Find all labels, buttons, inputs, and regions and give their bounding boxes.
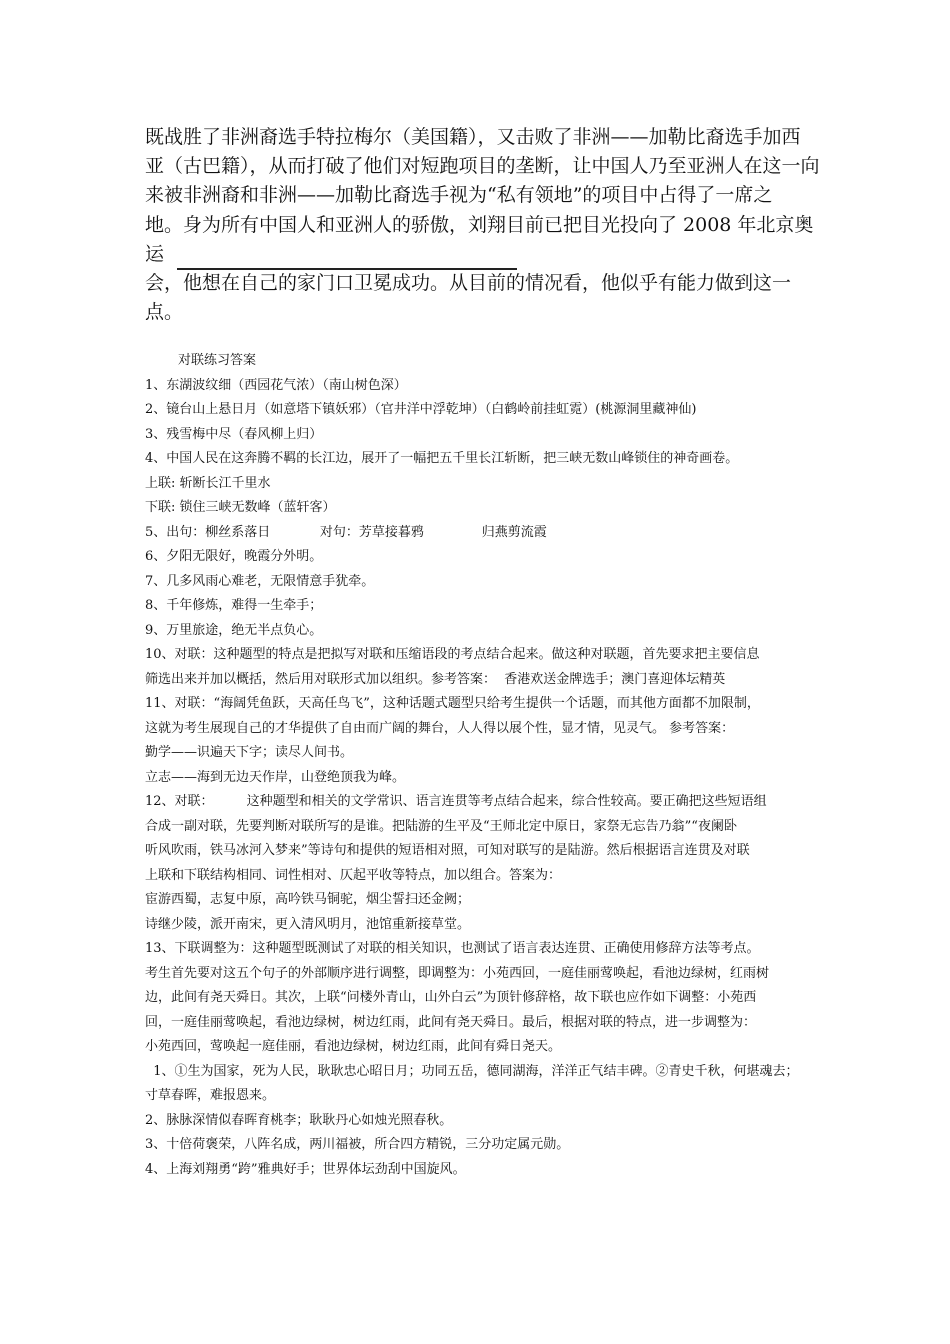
answer-line: 筛选出来并加以概括，然后用对联形式加以组织。参考答案： 香港欢送金牌选手；澳门喜迎体坛精英	[145, 671, 726, 687]
horizontal-divider	[177, 268, 517, 270]
answer-line: 7、几多风雨心难老，无限情意手犹牵。	[145, 573, 375, 589]
answer-line: 8、千年修炼，难得一生牵手；	[145, 598, 323, 613]
answer-line: 听风吹雨，铁马冰河入梦来”等诗句和提供的短语相对照，可知对联写的是陆游。然后根据语言连贯及对联	[145, 843, 750, 858]
answer-line: 13、下联调整为：这种题型既测试了对联的相关知识，也测试了语言表达连贯、正确使用修辞方法等考点。	[145, 941, 760, 956]
answer-line: 合成一副对联，先要判断对联所写的是谁。把陆游的生平及“王师北定中原日，家祭无忘告乃翁”“夜阑卧	[145, 818, 737, 834]
answers-section	[145, 349, 825, 1182]
answer-line: 1、东湖波纹细（西园花气浓）（南山树色深）	[145, 377, 407, 393]
intro-line: 既战胜了非洲裔选手特拉梅尔（美国籍），又击败了非洲——加勒比裔选手加西	[145, 126, 801, 148]
answer-line: 2、脉脉深情似春晖育桃李；耿耿丹心如烛光照春秋。	[145, 1112, 453, 1128]
answer-line: 5、出句：柳丝系落日 对句：芳草接暮鸦 归燕剪流霞	[145, 524, 547, 540]
intro-line: 地。身为所有中国人和亚洲人的骄傲，刘翔目前已把目光投向了 2008 年北京奥运	[145, 213, 814, 265]
answer-line: 10、对联：这种题型的特点是把拟写对联和压缩语段的考点结合起来。做这种对联题，首先要求把主要信息	[145, 647, 760, 662]
intro-line: 会，他想在自己的家门口卫冕成功。从目前的情况看，他似乎有能力做到这一点。	[145, 272, 792, 324]
answer-line: 这就为考生展现自己的才华提供了自由而广阔的舞台，人人得以展个性，显才情，见灵气。 参考答案：	[145, 720, 735, 736]
answer-line: 12、对联： 这种题型和相关的文学常识、语言连贯等考点结合起来，综合性较高。要正确把这些短语组	[145, 794, 767, 809]
answer-line: 6、夕阳无限好，晚霞分外明。	[145, 549, 323, 564]
intro-line: 来被非洲裔和非洲——加勒比裔选手视为“私有领地”的项目中占得了一席之	[145, 184, 773, 207]
answer-line: 11、对联：“海阔凭鱼跃，天高任鸟飞”，这种话题式题型只给考生提供一个话题，而其他方面都不加限制，	[145, 696, 760, 711]
intro-line: 亚（古巴籍），从而打破了他们对短跑项目的垄断，让中国人乃至亚洲人在这一向	[145, 155, 820, 178]
answer-line: 立志——海到无边天作岸，山登绝顶我为峰。	[145, 769, 406, 785]
answer-line: 3、残雪梅中尽（春风柳上归）	[145, 426, 323, 442]
answer-line: 4、上海刘翔勇“跨”雅典好手；世界体坛劲刮中国旋风。	[145, 1161, 466, 1177]
answer-line: 9、万里旅途，绝无半点负心。	[145, 622, 323, 638]
answer-line: 诗继少陵，派开南宋，更入清风明月，池馆重新接草堂。	[145, 916, 471, 932]
answer-line: 小苑西回，莺唤起一庭佳丽，看池边绿树，树边红雨，此间有舜日尧天。	[145, 1039, 562, 1054]
answer-line: 3、十倍荷褒荣，八阵名成，两川福被，所合四方精锐，三分功定属元勋。	[145, 1137, 570, 1152]
answers-heading: 对联练习答案	[178, 353, 257, 368]
answer-line: 边，此间有尧天舜日。其次，上联“问楼外青山，山外白云”为顶针修辞格，故下联也应作如下调整：小苑西	[145, 990, 757, 1005]
answer-line: 4、中国人民在这奔腾不羁的长江边，展开了一幅把五千里长江斩断，把三峡无数山峰锁住的神奇画卷。	[145, 451, 739, 466]
intro-paragraph	[145, 123, 825, 327]
answer-line: 2、镜台山上悬日月（如意塔下镇妖邪）（官井洋中浮乾坤）（白鹤岭前挂虹霓）(桃源洞里藏神仙)	[145, 402, 697, 417]
answer-line: 上联: 斩断长江千里水	[145, 475, 271, 491]
answer-line: 回，一庭佳丽莺唤起，看池边绿树，树边红雨，此间有尧天舜日。最后，根据对联的特点，进一步调整为：	[145, 1014, 757, 1030]
answer-line: 勤学——识遍天下字；读尽人间书。	[145, 745, 354, 760]
answer-line: 下联: 锁住三峡无数峰（蓝轩客）	[145, 500, 336, 515]
answer-line: 宦游西蜀，志复中原，高吟铁马铜驼，烟尘誓扫还金阙；	[145, 892, 471, 907]
answer-line: 上联和下联结构相同、词性相对、仄起平收等特点，加以组合。答案为：	[145, 867, 562, 883]
answer-line: 1、①生为国家，死为人民，耿耿忠心昭日月；功同五岳，德同湖海，洋洋正气结丰碑。②青史千秋，何堪魂去；	[145, 1063, 799, 1079]
answer-line: 寸草春晖，难报恩来。	[145, 1088, 276, 1103]
answer-line: 考生首先要对这五个句子的外部顺序进行调整，即调整为：小苑西回，一庭佳丽莺唤起，看池边绿树，红雨树	[145, 965, 770, 981]
